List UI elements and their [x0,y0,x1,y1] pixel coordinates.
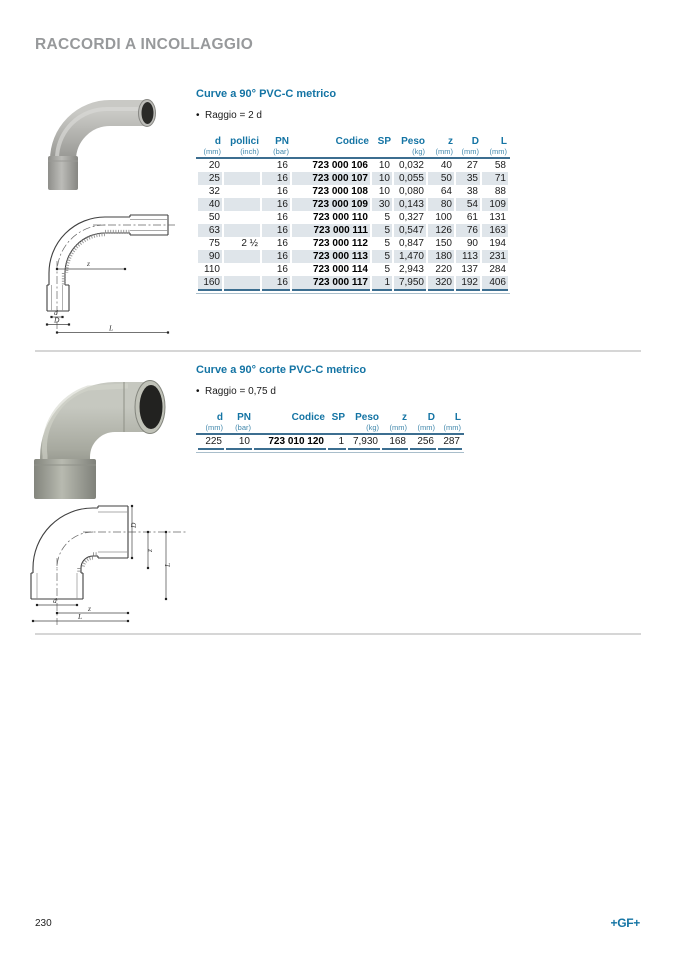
column-header: L [454,412,461,423]
column-unit: (inch) [223,147,261,158]
table-cell: 10 [371,158,393,172]
table-row [197,211,509,224]
table-cell: 16 [261,276,291,290]
section-title: Curve a 90° PVC-C metrico [196,88,337,100]
table-row [197,276,509,290]
column-header: PN [237,412,251,423]
table-cell: 5 [371,237,393,250]
table-cell: 0,847 [393,237,427,250]
column-unit: (mm) [381,423,409,434]
table-cell: 35 [455,172,481,185]
bullet-item [196,110,262,121]
table-cell: 63 [197,224,223,237]
table-cell: 5 [371,211,393,224]
table-cell: 723 000 111 [291,224,371,237]
table-cell: 16 [261,263,291,276]
table-cell: 5 [371,250,393,263]
table-wrap [196,136,510,294]
table-cell: 30 [371,198,393,211]
table-cell: 723 000 112 [291,237,371,250]
table-cell: 50 [197,211,223,224]
table-cell: 284 [481,263,509,276]
product-photo-long-radius-bend [35,88,185,193]
column-header: z [448,136,453,147]
dim-label-D: D [54,315,60,325]
column-header: d [214,136,221,147]
table-cell [223,198,261,211]
table-row [197,198,509,211]
table-cell: 0,080 [393,185,427,198]
column-unit: (kg) [347,423,381,434]
dim-label-L-bottom: L [78,612,83,621]
table-cell: 0,547 [393,224,427,237]
table-row [197,237,509,250]
table-cell: 100 [427,211,455,224]
table-cell: 40 [427,158,455,172]
table-cell: 1 [327,434,347,449]
table-cell: 160 [197,276,223,290]
table-cell: 5 [371,263,393,276]
table-cell: 64 [427,185,455,198]
column-header: Peso [401,136,425,147]
table-cell: 2,943 [393,263,427,276]
table-cell [223,185,261,198]
table-cell: 231 [481,250,509,263]
bullet-dot: • [196,386,200,397]
column-header: D [471,136,479,147]
table-cell: 90 [455,237,481,250]
table-cell: 113 [455,250,481,263]
bullet-dot: • [196,110,200,121]
table-cell: 16 [261,172,291,185]
table-row [197,185,509,198]
table-cell: 16 [261,237,291,250]
table-cell: 225 [197,434,225,449]
bullet-text: Raggio = 2 d [205,110,262,121]
table-cell [223,172,261,185]
section-divider [35,633,641,635]
page-number: 230 [35,918,52,929]
table-cell: 80 [427,198,455,211]
dim-label-d: d [53,596,57,605]
dim-label-D: D [129,522,138,528]
table-cell: 76 [455,224,481,237]
table-row [197,250,509,263]
dim-label-L-right: L [163,562,172,567]
column-unit: (mm) [481,147,509,158]
product-table-long-radius [196,136,510,291]
table-cell: 287 [437,434,463,449]
table-cell: 1 [371,276,393,290]
table-wrap [196,412,464,453]
brand-logo: +GF+ [610,916,640,930]
table-cell: 16 [261,211,291,224]
table-cell: 194 [481,237,509,250]
table-cell: 58 [481,158,509,172]
table-cell: 131 [481,211,509,224]
table-cell: 7,930 [347,434,381,449]
dim-label-z: z [87,259,90,268]
technical-drawing-long-radius [35,202,175,336]
column-unit: (kg) [393,147,427,158]
column-header: Codice [291,412,325,423]
column-header: PN [275,136,289,147]
table-cell: 0,327 [393,211,427,224]
table-cell: 180 [427,250,455,263]
table-cell [223,224,261,237]
table-cell: 0,055 [393,172,427,185]
technical-drawing-short-radius [28,502,198,632]
table-cell: 27 [455,158,481,172]
table-cell: 54 [455,198,481,211]
column-unit [327,423,347,434]
table-cell: 16 [261,185,291,198]
table-cell: 16 [261,158,291,172]
column-unit [253,423,327,434]
dim-label-d: d [54,308,58,317]
table-cell: 40 [197,198,223,211]
column-unit: (bar) [225,423,253,434]
table-cell [223,250,261,263]
table-cell: 220 [427,263,455,276]
column-header: L [500,136,507,147]
column-header: d [216,412,223,423]
column-unit [371,147,393,158]
column-unit: (mm) [437,423,463,434]
bullet-item [196,386,276,397]
table-cell: 7,950 [393,276,427,290]
table-cell [223,263,261,276]
column-header: z [402,412,407,423]
table-cell: 32 [197,185,223,198]
table-cell: 10 [371,185,393,198]
page-title: RACCORDI A INCOLLAGGIO [35,36,254,53]
table-cell: 320 [427,276,455,290]
table-cell: 25 [197,172,223,185]
dim-label-L: L [109,323,114,333]
table-cell: 2 ½ [223,237,261,250]
column-unit: (mm) [455,147,481,158]
product-table-short-radius [196,412,464,450]
table-cell: 723 000 108 [291,185,371,198]
table-cell: 150 [427,237,455,250]
table-cell: 723 000 117 [291,276,371,290]
table-cell: 1,470 [393,250,427,263]
table-row [197,224,509,237]
table-cell: 50 [427,172,455,185]
table-cell: 0,143 [393,198,427,211]
column-unit [291,147,371,158]
table-cell [223,276,261,290]
table-cell: 163 [481,224,509,237]
column-header: pollici [230,136,259,147]
table-cell: 723 000 106 [291,158,371,172]
column-header: SP [377,136,391,147]
section-divider [35,350,641,352]
table-cell: 109 [481,198,509,211]
table-cell [223,158,261,172]
table-cell: 723 000 114 [291,263,371,276]
column-header: Codice [335,136,369,147]
table-cell: 723 010 120 [253,434,327,449]
table-row [197,172,509,185]
table-cell: 16 [261,224,291,237]
table-cell: 61 [455,211,481,224]
table-cell: 16 [261,250,291,263]
column-unit: (mm) [197,423,225,434]
table-cell: 406 [481,276,509,290]
table-row [197,263,509,276]
table-cell: 20 [197,158,223,172]
table-cell: 75 [197,237,223,250]
table-cell: 723 000 113 [291,250,371,263]
column-header: D [427,412,435,423]
column-unit: (mm) [409,423,437,434]
table-cell: 110 [197,263,223,276]
table-cell: 38 [455,185,481,198]
table-cell: 126 [427,224,455,237]
table-cell: 723 000 110 [291,211,371,224]
bullet-text: Raggio = 0,75 d [205,386,276,397]
column-header: Peso [355,412,379,423]
dim-label-z-right: z [145,549,154,552]
table-cell: 5 [371,224,393,237]
section-title: Curve a 90° corte PVC-C metrico [196,364,367,376]
table-row [197,158,509,172]
dim-label-z-bottom: z [88,604,91,613]
column-unit: (mm) [427,147,455,158]
table-cell: 192 [455,276,481,290]
table-cell: 10 [371,172,393,185]
column-header: SP [331,412,345,423]
table-cell: 16 [261,198,291,211]
table-cell: 723 000 109 [291,198,371,211]
table-cell: 88 [481,185,509,198]
table-cell: 256 [409,434,437,449]
table-cell: 168 [381,434,409,449]
table-cell: 137 [455,263,481,276]
table-cell [223,211,261,224]
table-cell: 71 [481,172,509,185]
table-cell: 723 000 107 [291,172,371,185]
table-cell: 10 [225,434,253,449]
table-cell: 90 [197,250,223,263]
table-row [197,434,463,449]
column-unit: (mm) [197,147,223,158]
table-cell: 0,032 [393,158,427,172]
column-unit: (bar) [261,147,291,158]
product-photo-short-radius-elbow [28,364,196,504]
